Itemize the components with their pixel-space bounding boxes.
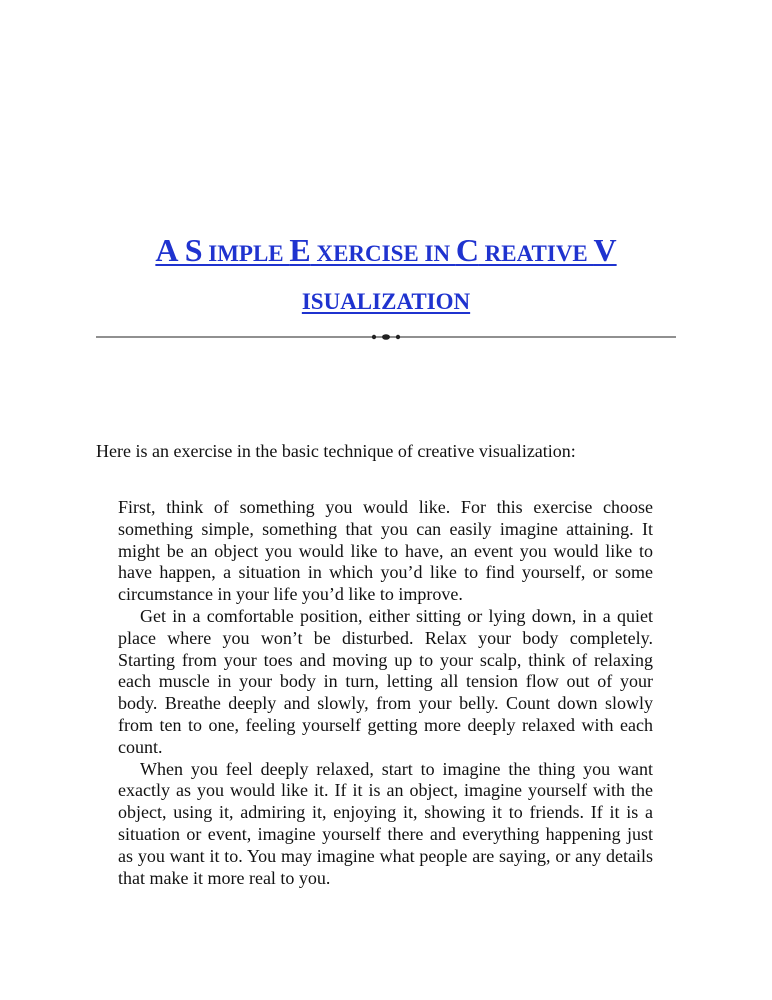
- chapter-title-line-2: [96, 276, 676, 324]
- chapter-title-link[interactable]: [96, 228, 676, 324]
- title-small-caps: IMPLE: [202, 241, 290, 266]
- exercise-body: [118, 497, 653, 889]
- paragraph-choose-goal: First, think of something you would like. For this exercise choose something simple, something that you can easily imagine attaining. It might be an object you would like to have, an event you would like to have happen, a situation in which you’d like to find yourself, or some circumstance in your life you’d like to improve.: [118, 497, 653, 605]
- title-initial: E: [289, 232, 311, 268]
- title-initial: A S: [155, 232, 203, 268]
- intro-sentence: Here is an exercise in the basic technique of creative visualization:: [96, 441, 576, 461]
- title-small-caps: ISUALIZATION: [301, 289, 471, 314]
- paragraph-imagine: When you feel deeply relaxed, start to imagine the thing you want exactly as you would like it. If it is an object, imagine yourself with the object, using it, admiring it, enjoying it, showing it to friends. If it is a situation or event, imagine yourself there and everything happening just as you want it to. You may imagine what people are saying, or any details that make it more real to you.: [118, 758, 653, 888]
- title-small-caps: XERCISE IN: [310, 241, 456, 266]
- ornamental-divider: [96, 330, 676, 344]
- chapter-title-block: [96, 228, 676, 324]
- divider-ornament-icon: [96, 330, 676, 344]
- chapter-title-line-1: [96, 228, 676, 276]
- paragraph-relax: Get in a comfortable position, either sitting or lying down, in a quiet place where you won’t be disturbed. Relax your body completely. Starting from your toes and moving up to your scalp, think of relaxing each muscle in your body in turn, letting all tension flow out of your body. Breathe deeply and slowly, from your belly. Count down slowly from ten to one, feeling yourself getting more deeply relaxed with each count.: [118, 605, 653, 757]
- title-initial: V: [593, 232, 617, 268]
- title-small-caps: REATIVE: [478, 241, 594, 266]
- title-initial: C: [455, 232, 479, 268]
